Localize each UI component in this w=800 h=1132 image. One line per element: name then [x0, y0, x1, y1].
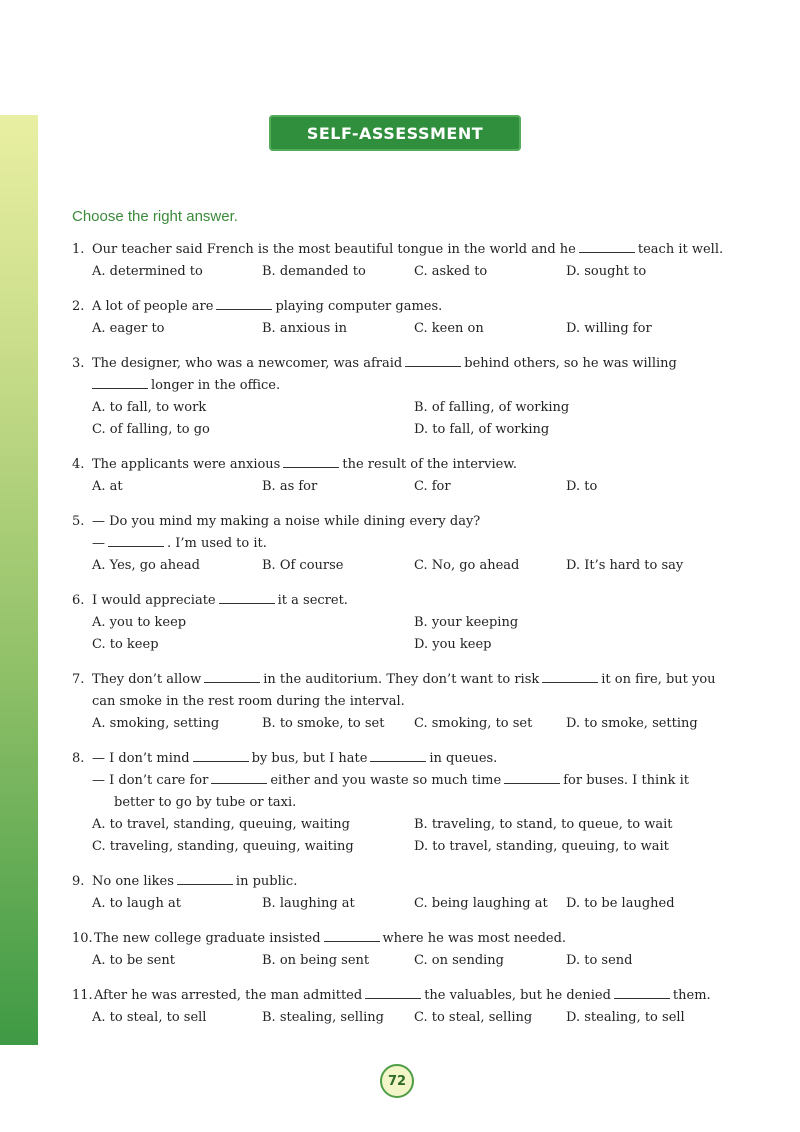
answer-blank	[542, 672, 598, 683]
option-d: D. to smoke, setting	[566, 716, 698, 731]
option-a: A. at	[92, 479, 123, 494]
question-number: 11.	[72, 988, 93, 1003]
question-number: 8.	[72, 751, 85, 766]
answer-blank	[370, 751, 426, 762]
option-c: C. keen on	[414, 321, 484, 336]
option-c: C. asked to	[414, 264, 488, 279]
question-11: 11. After he was arrested, the man admitted the valuables, but he denied them. A. to steal, to sell B. stealing, selling C. to steal, selling D. stealing, to sell	[72, 985, 732, 1029]
question-7: 7. They don’t allow in the auditorium. They don’t want to risk it on fire, but you can smoke in the rest room during the interval. A. smoking, setting B. to smoke, to set C. smoking, to set D. to smoke, setting	[72, 669, 732, 735]
option-d: D. to be laughed	[566, 896, 675, 911]
question-4: 4. The applicants were anxious the result of the interview. A. at B. as for C. for D. to	[72, 454, 732, 498]
option-c: C. for	[414, 479, 451, 494]
option-a: A. to travel, standing, queuing, waiting	[92, 817, 350, 832]
option-b: B. on being sent	[262, 953, 370, 968]
option-d: D. to	[566, 479, 598, 494]
question-2: 2. A lot of people are playing computer games. A. eager to B. anxious in C. keen on D. willing for	[72, 296, 732, 340]
option-b: B. traveling, to stand, to queue, to wait	[414, 817, 673, 832]
option-b: B. Of course	[262, 558, 344, 573]
question-5: 5. — Do you mind my making a noise while dining every day? — . I’m used to it. A. Yes, go ahead B. Of course C. No, go ahead D. It’s hard to say	[72, 511, 732, 577]
question-number: 2.	[72, 299, 85, 314]
answer-blank	[579, 242, 635, 253]
answer-blank	[108, 536, 164, 547]
option-c: C. smoking, to set	[414, 716, 533, 731]
answer-blank	[324, 931, 380, 942]
option-a: A. smoking, setting	[92, 716, 220, 731]
answer-blank	[365, 988, 421, 999]
option-b: B. anxious in	[262, 321, 347, 336]
question-1: 1. Our teacher said French is the most beautiful tongue in the world and he teach it well. A. determined to B. demanded to C. asked to D. sought to	[72, 239, 732, 283]
question-number: 3.	[72, 356, 85, 371]
option-d: D. to fall, of working	[414, 422, 550, 437]
instruction-text: Choose the right answer.	[72, 208, 238, 225]
question-9: 9. No one likes in public. A. to laugh at B. laughing at C. being laughing at D. to be laughed	[72, 871, 732, 915]
question-3: 3. The designer, who was a newcomer, was afraid behind others, so he was willing longer in the office. A. to fall, to work B. of falling, of working C. of falling, to go D. to fall, of working	[72, 353, 732, 441]
option-b: B. laughing at	[262, 896, 355, 911]
question-8: 8. — I don’t mind by bus, but I hate in queues. — I don’t care for either and you waste so much time for buses. I think it better to go by tube or taxi. A. to travel, standing, queuing, waiting B. traveling, to stand, to queue, to wait C. traveling, standing, queuing, waiting D. to travel, standing, queuing, to wait	[72, 748, 732, 858]
answer-blank	[211, 773, 267, 784]
question-6: 6. I would appreciate it a secret. A. you to keep B. your keeping C. to keep D. you keep	[72, 590, 732, 656]
option-c: C. to steal, selling	[414, 1010, 533, 1025]
option-a: A. to fall, to work	[92, 400, 207, 415]
option-c: C. traveling, standing, queuing, waiting	[92, 839, 354, 854]
option-a: A. eager to	[92, 321, 165, 336]
question-number: 9.	[72, 874, 85, 889]
option-c: C. No, go ahead	[414, 558, 520, 573]
option-b: B. to smoke, to set	[262, 716, 385, 731]
option-d: D. willing for	[566, 321, 652, 336]
question-number: 10.	[72, 931, 93, 946]
answer-blank	[614, 988, 670, 999]
answer-blank	[219, 593, 275, 604]
question-10: 10. The new college graduate insisted where he was most needed. A. to be sent B. on being sent C. on sending D. to send	[72, 928, 732, 972]
option-b: B. as for	[262, 479, 318, 494]
answer-blank	[92, 378, 148, 389]
decorative-sidebar	[0, 115, 38, 1045]
option-a: A. determined to	[92, 264, 203, 279]
question-number: 4.	[72, 457, 85, 472]
option-a: A. to be sent	[92, 953, 175, 968]
answer-blank	[405, 356, 461, 367]
section-title-banner: SELF-ASSESSMENT	[269, 115, 521, 151]
option-a: A. you to keep	[92, 615, 187, 630]
option-a: A. to steal, to sell	[92, 1010, 207, 1025]
option-d: D. to send	[566, 953, 633, 968]
option-c: C. on sending	[414, 953, 504, 968]
option-c: C. being laughing at	[414, 896, 548, 911]
option-d: D. It’s hard to say	[566, 558, 684, 573]
option-c: C. to keep	[92, 637, 159, 652]
option-d: D. stealing, to sell	[566, 1010, 685, 1025]
option-b: B. your keeping	[414, 615, 519, 630]
option-d: D. sought to	[566, 264, 647, 279]
question-number: 1.	[72, 242, 85, 257]
option-a: A. Yes, go ahead	[92, 558, 200, 573]
option-d: D. to travel, standing, queuing, to wait	[414, 839, 669, 854]
option-b: B. demanded to	[262, 264, 366, 279]
question-number: 5.	[72, 514, 85, 529]
page-number: 72	[380, 1064, 414, 1098]
option-a: A. to laugh at	[92, 896, 181, 911]
option-d: D. you keep	[414, 637, 492, 652]
answer-blank	[283, 457, 339, 468]
option-c: C. of falling, to go	[92, 422, 210, 437]
question-list	[72, 239, 732, 1042]
question-number: 6.	[72, 593, 85, 608]
answer-blank	[177, 874, 233, 885]
answer-blank	[193, 751, 249, 762]
answer-blank	[216, 299, 272, 310]
answer-blank	[204, 672, 260, 683]
option-b: B. of falling, of working	[414, 400, 570, 415]
answer-blank	[504, 773, 560, 784]
option-b: B. stealing, selling	[262, 1010, 384, 1025]
question-number: 7.	[72, 672, 85, 687]
